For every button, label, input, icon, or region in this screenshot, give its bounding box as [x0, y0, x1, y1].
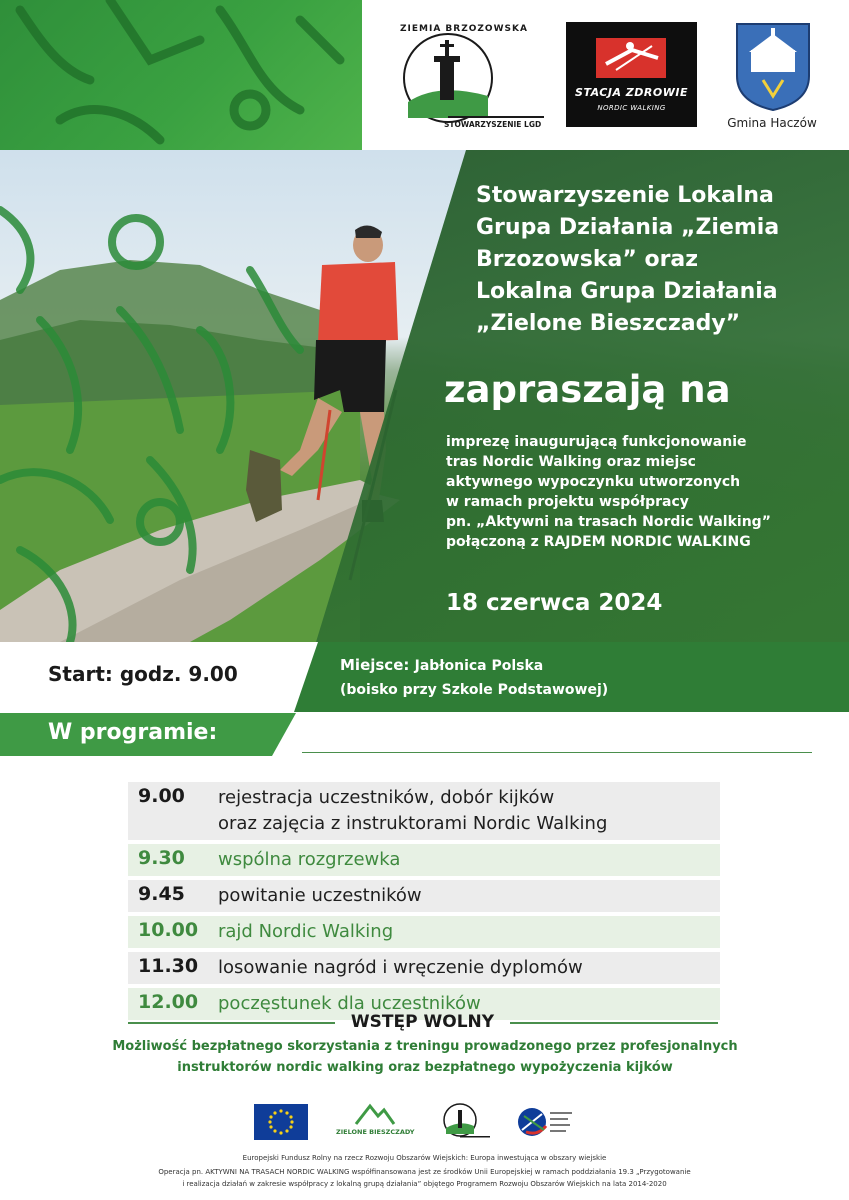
organizers-line: Stowarzyszenie Lokalna — [476, 183, 774, 208]
gmina-haczow-coat-of-arms — [733, 20, 813, 112]
gmina-name: Gmina Haczów — [727, 116, 817, 130]
schedule-time: 9.45 — [138, 883, 185, 905]
event-date: 18 czerwca 2024 — [446, 590, 663, 616]
stacja-subtitle: NORDIC WALKING — [597, 104, 666, 112]
place-detail: (boisko przy Szkole Podstawowej) — [340, 682, 609, 698]
eu-stars-icon — [254, 1104, 308, 1140]
coat-of-arms-icon — [733, 20, 813, 112]
schedule-time: 10.00 — [138, 919, 199, 941]
place-band — [294, 642, 849, 712]
schedule-desc: rejestracja uczestników, dobór kijków — [218, 787, 555, 808]
program-divider — [302, 752, 812, 753]
event-line: połączoną z RAJDEM NORDIC WALKING — [446, 534, 751, 550]
free-note-line: Możliwość bezpłatnego skorzystania z treningu prowadzonego przez profesjonalnych — [112, 1039, 738, 1054]
footer-line: Operacja pn. AKTYWNI NA TRASACH NORDIC WALKING współfinansowana jest ze środków Unii Europejskiej w ramach poddziałania 19.3 „Przygotowanie — [158, 1168, 691, 1176]
schedule-desc-2: oraz zajęcia z instruktorami Nordic Walking — [218, 813, 608, 834]
schedule-row — [128, 952, 720, 984]
schedule-time: 9.00 — [138, 785, 185, 807]
schedule-desc: rajd Nordic Walking — [218, 921, 394, 942]
free-entry-note — [100, 1036, 750, 1078]
top-green-band — [0, 0, 362, 150]
decorative-pattern-icon — [0, 0, 362, 150]
stacja-title: STACJA ZDROWIE — [575, 86, 688, 99]
zielone-bieszczady-name: ZIELONE BIESZCZADY — [336, 1128, 415, 1136]
lgd-logo-bottom-text: STOWARZYSZENIE LGD — [444, 120, 542, 129]
start-time: Start: godz. 9.00 — [48, 662, 238, 686]
nordic-walker-icon — [566, 28, 697, 88]
schedule-desc: losowanie nagród i wręczenie dyplomów — [218, 957, 583, 978]
organizers-line: Brzozowska” oraz — [476, 247, 699, 272]
schedule-desc: wspólna rozgrzewka — [218, 849, 401, 870]
place-label — [340, 656, 543, 674]
invite-heading: zapraszają na — [444, 368, 731, 411]
lgd-logo-icon — [388, 22, 544, 134]
program-title: W programie: — [48, 720, 218, 745]
schedule-time: 11.30 — [138, 955, 199, 977]
schedule-time: 12.00 — [138, 991, 199, 1013]
schedule-row — [128, 916, 720, 948]
footer-line: i realizacja działań w zakresie współpracy z lokalną grupą działania” objętego Programem Rozwoju Obszarów Wiejskich na lata 2014-2020 — [182, 1180, 667, 1188]
event-line: imprezę inaugurującą funkcjonowanie — [446, 434, 747, 450]
event-line: pn. „Aktywni na trasach Nordic Walking” — [446, 514, 771, 530]
event-line: tras Nordic Walking oraz miejsc — [446, 454, 696, 470]
zielone-bieszczady-logo — [336, 1100, 415, 1140]
organizers-line: Grupa Działania „Ziemia — [476, 215, 780, 240]
stacja-zdrowie-logo — [566, 22, 697, 127]
prow-flag-icon — [514, 1100, 576, 1144]
place-label-prefix: Miejsce: — [340, 656, 410, 674]
schedule-row — [128, 782, 720, 840]
mountains-icon — [336, 1100, 412, 1128]
organizers-title — [476, 180, 836, 340]
eu-flag-logo — [254, 1104, 308, 1140]
footer-line: Europejski Fundusz Rolny na rzecz Rozwoju Obszarów Wiejskich: Europa inwestująca w obszary wiejskie — [242, 1154, 607, 1162]
free-entry-divider-right — [510, 1022, 718, 1024]
free-entry-title: WSTĘP WOLNY — [350, 1012, 495, 1032]
place-name: Jabłonica Polska — [414, 658, 544, 674]
lgd-small-logo — [438, 1100, 492, 1142]
lgd-logo-top-text: ZIEMIA BRZOZOWSKA — [400, 24, 528, 34]
event-line: aktywnego wypoczynku utworzonych — [446, 474, 741, 490]
event-description — [446, 432, 846, 552]
free-entry-divider-left — [128, 1022, 335, 1024]
schedule-desc: poczęstunek dla uczestników — [218, 993, 481, 1014]
schedule-time: 9.30 — [138, 847, 185, 869]
schedule-row — [128, 880, 720, 912]
schedule-list — [128, 782, 720, 1024]
organizers-line: Lokalna Grupa Działania — [476, 279, 778, 304]
schedule-desc: powitanie uczestników — [218, 885, 422, 906]
prow-logo — [514, 1100, 576, 1144]
free-note-line: instruktorów nordic walking oraz bezpłatnego wypożyczenia kijków — [177, 1060, 673, 1075]
schedule-row — [128, 844, 720, 876]
ziemia-brzozowska-logo — [388, 22, 544, 134]
event-line: w ramach projektu współpracy — [446, 494, 689, 510]
lgd-small-icon — [438, 1100, 492, 1142]
organizers-line: „Zielone Bieszczady” — [476, 311, 741, 336]
